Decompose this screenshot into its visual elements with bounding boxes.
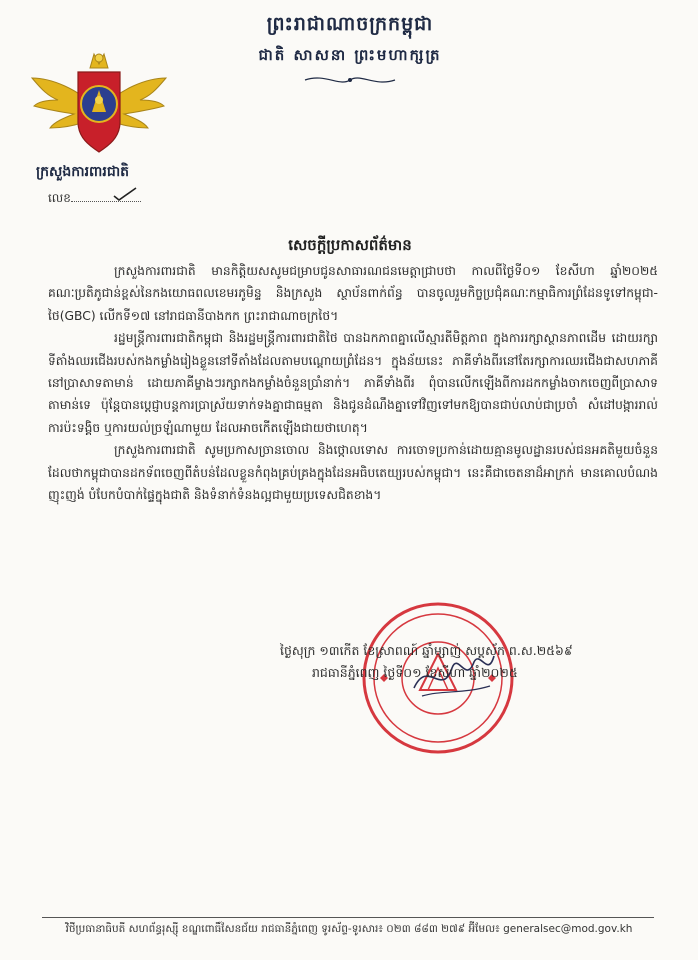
paragraph-3: ក្រសួងការពារជាតិ សូមប្រកាសច្រានចោល និងថ្កោលទោស ការចោទប្រកាន់ដោយគ្មានមូលដ្ឋានរបស់ជនអគតិមួយចំនួន ដែលថាកម្ពុជាបានដកទ័ពចេញពីតំបន់ដែលខ្លួនកំពុងគ្រប់គ្រងក្នុងដែនអធិបតេយ្យរបស់កម្ពុជា។ នេះគឺជាចេតនាដ៏អាក្រក់ មានគោលបំណងញុះញង់ បំបែកបំបាក់ផ្ទៃក្នុងជាតិ និងទំនាក់ទំនងល្អជាមួយប្រទេសជិតខាង។ [48, 443, 658, 503]
ministry-name: ក្រសួងការពារជាតិ [36, 164, 130, 180]
document-body [48, 260, 658, 506]
lunar-date: ថ្ងៃសុក្រ ១៣កើត ខែស្រាពណ៍ ឆ្នាំម្សាញ់ សប្តស័ក ព.ស.២៥៦៩ [280, 643, 573, 658]
document-title: សេចក្ដីប្រកាសព័ត៌មាន [288, 236, 412, 254]
paragraph-1: ក្រសួងការពារជាតិ មានកិត្តិយសសូមជម្រាបជូនសាធារណជនមេត្តាជ្រាបថា កាលពីថ្ងៃទី០១ ខែសីហា ឆ្នាំ២០២៥ គណៈប្រតិភូជាន់ខ្ពស់នៃកងយោធពលខេមរភូមិន្ទ និងក្រសួង ស្ថាប័នពាក់ព័ន្ធ បានចូលរួមកិច្ចប្រជុំគណៈកម្មាធិការព្រំដែនទូទៅកម្ពុជា-ថៃ(GBC) លើកទី១៧ នៅរាជធានីបាងកក ព្រះរាជាណាចក្រថៃ។ [48, 264, 658, 323]
ministry-emblem-icon [28, 48, 170, 158]
place-and-date: រាជធានីភ្នំពេញ ថ្ងៃទី០១ ខែសីហា ឆ្នាំ២០២៥ [312, 665, 518, 680]
national-motto: ជាតិ សាសនា ព្រះមហាក្សត្រ [258, 46, 442, 64]
handwritten-tick-icon [112, 186, 138, 202]
reference-number [48, 190, 168, 208]
kingdom-heading: ព្រះរាជាណាចក្រកម្ពុជា [266, 13, 434, 35]
dateline [280, 640, 680, 684]
ornament-divider-icon [300, 73, 400, 87]
footer-address: វិថីប្រធានាធិបតី សហព័ន្ធរុស្ស៊ី ខណ្ឌពោធិ៍សែនជ័យ រាជធានីភ្នំពេញ ទូរស័ព្ទ-ទូរសារ៖ ០២៣ ៨៨៣ ២៧៩ អ៊ីមែល៖ generalsec@mod.gov.kh [65, 923, 633, 935]
reference-label: លេខ [48, 191, 71, 205]
footer-divider [42, 917, 654, 918]
paragraph-2: រដ្ឋមន្ត្រីការពារជាតិកម្ពុជា និងរដ្ឋមន្ត្រីការពារជាតិថៃ បានឯកភាពគ្នាលើស្មារតីមិត្តភាព ក្នុងការរក្សាស្ថានភាពដើម ដោយរក្សាទីតាំងឈរជើងរបស់កងកម្លាំងរៀងខ្លួននៅទីតាំងដែលតាមបណ្ដោយព្រំដែន។ ក្នុងន័យនេះ ភាគីទាំងពីរនៅតែរក្សាការឈរជើងជាសហភាគីនៅប្រាសាទតាមាន់ ដោយភាគីម្ខាងៗរក្សាកងកម្លាំងចំនួនប្រាំនាក់។ ភាគីទាំងពីរ ពុំបានលើកឡើងពីការដកកម្លាំងចាកចេញពីប្រាសាទតាមាន់ទេ ប៉ុន្តែបានប្ដេជ្ញាបន្តការប្រាស្រ័យទាក់ទងគ្នាជាធម្មតា និងជូនដំណឹងគ្នាទៅវិញទៅមកឱ្យបានជាប់លាប់ជាប្រចាំ សំដៅបង្ការរាល់ការប៉ះទង្គិច ឬការយល់ច្រឡំណាមួយ ដែលអាចកើតឡើងជាយថាហេតុ។ [48, 331, 658, 435]
